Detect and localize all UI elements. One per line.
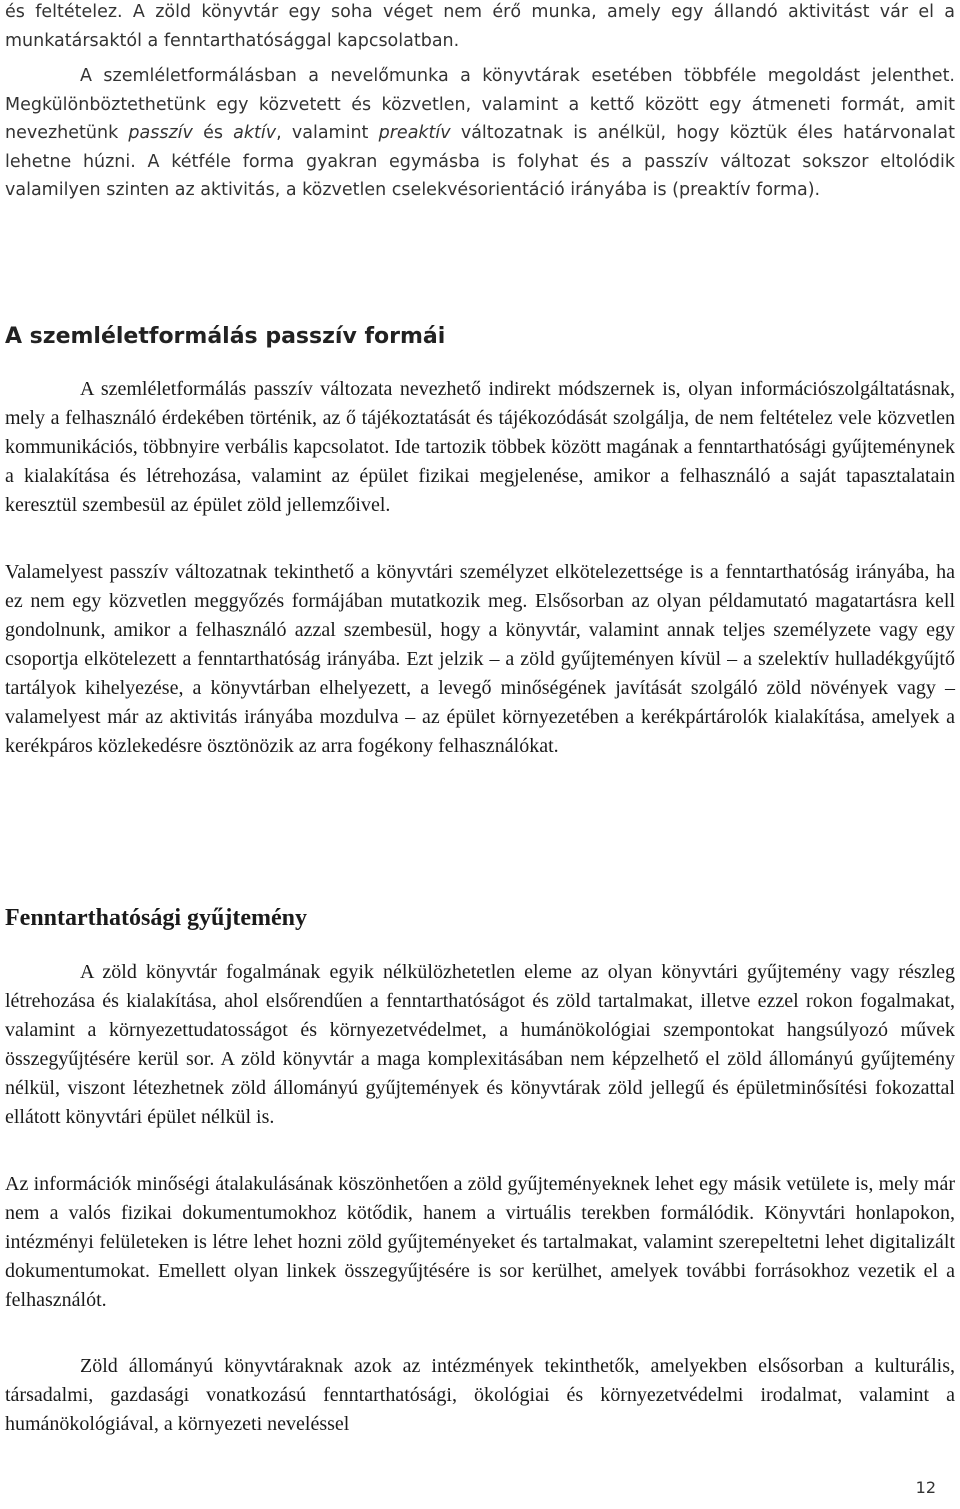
intro-paragraph-2 xyxy=(5,62,955,205)
intro-text-b: változatnak is anélkül, hogy köztük éles határvonalat lehetne húzni. A kétféle forma gyakran egymásba is folyhat és a passzív változat sokszor eltolódik valamilyen szinten az aktivitás, a közvetlen cselekvésorientáció irányába is (preaktív forma). xyxy=(5,123,955,201)
intro-text-a: A szemléletformálásban a nevelőmunka a könyvtárak esetében többféle megoldást jelenthet. Megkülönböztethetünk egy közvetett és közvetlen, valamint a kettő között egy átmeneti formát, amit nevezhetünk xyxy=(5,66,955,144)
section2-paragraph-1: A zöld könyvtár fogalmának egyik nélkülözhetetlen eleme az olyan könyvtári gyűjtemény vagy részleg létrehozása és kialakítása, ahol elsőrendűen a fenntarthatóságot és zöld tartalmakat, illetve ezzel rokon fogalmakat, valamint a környezettudatosságot és környezetvédelmet, a humánökológiai szempontokat hangsúlyozó művek összegyűjtésére kerül sor. A zöld könyvtár a maga komplexitásában nem képzelhető el zöld állományú gyűjtemény nélkül, viszont létezhetnek zöld állományú gyűjtemények és könyvtárak zöld jellegű és épületminősítési fokozattal ellátott könyvtári épület nélkül is. xyxy=(5,961,955,1128)
term-preaktiv: preaktív xyxy=(378,123,451,144)
intro-text-es: és xyxy=(192,123,234,144)
section-heading-passive-forms: A szemléletformálás passzív formái xyxy=(5,324,446,349)
section1-paragraph-2: Valamelyest passzív változatnak tekinthető a könyvtári személyzet elkötelezettsége is a fenntarthatóság irányába, ha ez nem egy közvetlen meggyőzés formájában mutatkozik meg. Elsősorban az olyan példamutató magatartásra kell gondolnunk, amikor a felhasználó azzal szembesül, hogy a könyvtár, valamint annak teljes személyzete vagy egy csoportja elkötelezett a fenntarthatóság irányába. Ezt jelzik – a zöld gyűjteményen kívül – a szelektív hulladékgyűjtő tartályok kihelyezése, a könyvtárban elhelyezett, a levegő minőségének javítását szolgáló zöld növények vagy – valamelyest már az aktivitás irányába mozdulva – az épület környezetében a kerékpártárolók kialakítása, amelyek a kerékpáros közlekedésre ösztönözik az arra fogékony felhasználókat. xyxy=(5,561,955,757)
term-aktiv: aktív xyxy=(233,123,277,144)
term-passziv: passzív xyxy=(128,123,193,144)
section-heading-sustainability-collection: Fenntarthatósági gyűjtemény xyxy=(5,905,307,931)
section2-paragraph-3: Zöld állományú könyvtáraknak azok az intézmények tekinthetők, amelyekben elsősorban a kulturális, társadalmi, gazdasági vonatkozású fenntarthatósági, ökológiai és környezetvédelmi irodalmat, valamint a humánökológiával, a környezeti neveléssel xyxy=(5,1355,955,1435)
page-number: 12 xyxy=(915,1478,936,1497)
intro-text-valamint: , valamint xyxy=(276,123,379,144)
section1-paragraph-1: A szemléletformálás passzív változata nevezhető indirekt módszernek is, olyan információszolgáltatásnak, mely a felhasználó érdekében történik, az ő tájékoztatását és tájékozódását szolgálja, de nem feltételez vele közvetlen kommunikációs, többnyire verbális kapcsolatot. Ide tartozik többek között magának a fenntarthatósági gyűjteménynek a kialakítása és létrehozása, valamint az épület fizikai megjelenése, amikor a felhasználó a saját tapasztalatain keresztül szembesül az épület zöld jellemzőivel. xyxy=(5,378,955,516)
section2-paragraph-2: Az információk minőségi átalakulásának köszönhetően a zöld gyűjteményeknek lehet egy másik vetülete is, mely már nem a valós fizikai dokumentumokhoz kötődik, hanem a virtuális terekben formálódik. Könyvtári honlapokon, intézményi felületeken is létre lehet hozni zöld gyűjteményeket és tartalmakat, valamint szerepeltetni lehet digitalizált dokumentumokat. Emellett olyan linkek összegyűjtésére is sor kerülhet, amelyek további forrásokhoz vezetik el a felhasználót. xyxy=(5,1173,955,1311)
intro-paragraph-1: és feltételez. A zöld könyvtár egy soha véget nem érő munka, amely egy állandó aktivitást vár el a munkatársaktól a fenntarthatósággal kapcsolatban. xyxy=(5,2,955,51)
